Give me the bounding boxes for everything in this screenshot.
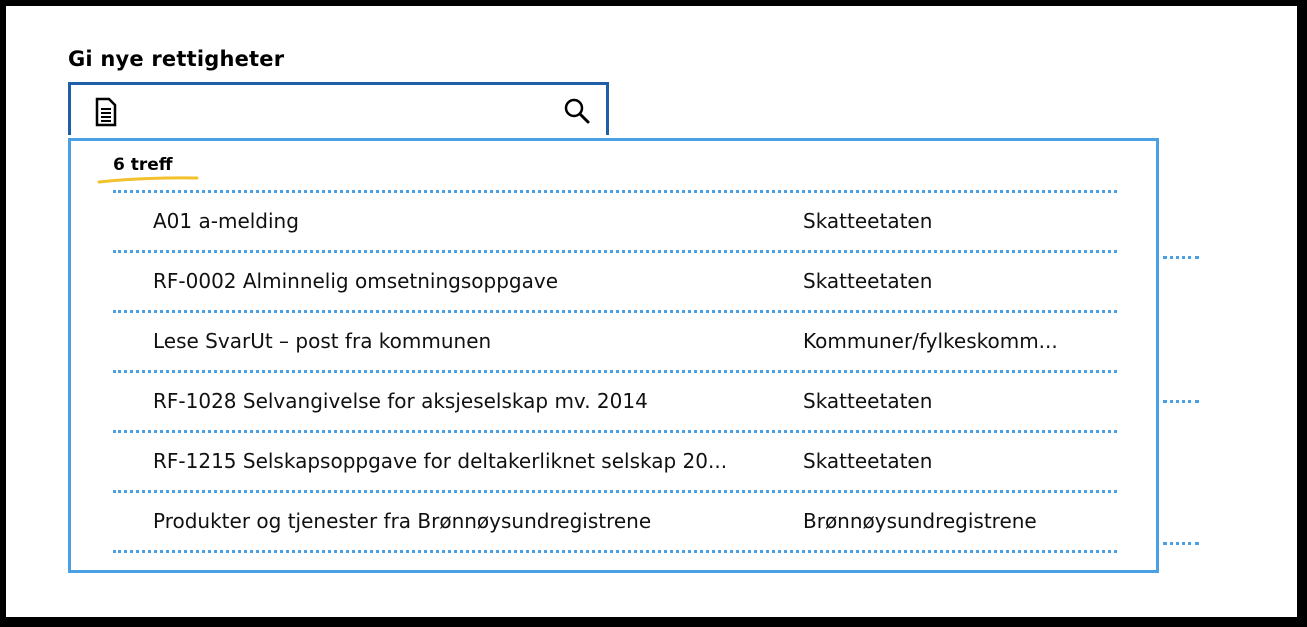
result-name: A01 a-melding — [153, 209, 299, 233]
result-row[interactable] — [113, 493, 1117, 549]
result-owner: Skatteetaten — [803, 389, 933, 413]
result-owner: Skatteetaten — [803, 209, 933, 233]
result-owner: Brønnøysundregistrene — [803, 509, 1037, 533]
result-owner: Skatteetaten — [803, 449, 933, 473]
result-count: 6 treff — [113, 155, 173, 175]
divider — [113, 550, 1117, 553]
connector-dots — [1163, 400, 1199, 403]
page-title: Gi nye rettigheter — [68, 47, 285, 71]
result-name: RF-1215 Selskapsoppgave for deltakerliknet selskap 20... — [153, 449, 728, 473]
panel — [6, 6, 1297, 617]
result-row[interactable] — [113, 373, 1117, 429]
search-input[interactable] — [68, 82, 609, 135]
result-name: RF-1028 Selvangivelse for aksjeselskap mv. 2014 — [153, 389, 648, 413]
result-owner: Kommuner/fylkeskomm... — [803, 329, 1058, 353]
connector-dots — [1163, 256, 1199, 259]
results-dropdown — [68, 138, 1159, 573]
result-row[interactable] — [113, 433, 1117, 489]
result-name: Produkter og tjenester fra Brønnøysundregistrene — [153, 509, 652, 533]
result-name: RF-0002 Alminnelig omsetningsoppgave — [153, 269, 558, 293]
document-icon — [94, 97, 118, 127]
result-row[interactable] — [113, 193, 1117, 249]
result-owner: Skatteetaten — [803, 269, 933, 293]
result-name: Lese SvarUt – post fra kommunen — [153, 329, 492, 353]
search-icon[interactable] — [563, 97, 591, 125]
count-underline — [97, 173, 207, 185]
result-row[interactable] — [113, 253, 1117, 309]
result-row[interactable] — [113, 313, 1117, 369]
connector-dots — [1163, 542, 1199, 545]
